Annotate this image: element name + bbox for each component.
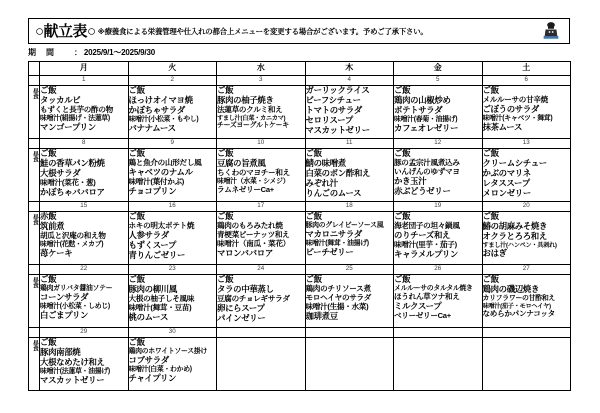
dish-item: すまし汁(白菜・カニカマ) xyxy=(217,114,286,122)
meal-type-label xyxy=(29,86,40,139)
menu-cell-17 xyxy=(217,212,306,265)
meal-type-label-text: 昼食 xyxy=(31,87,38,99)
dish-item: 豚肉の柳川風 xyxy=(128,283,177,294)
dish-item: 豚肉南部焼 xyxy=(40,346,81,357)
dish-item: ご飯 xyxy=(394,148,411,158)
date-cell-11: 11 xyxy=(305,139,394,149)
title-disclaimer-note: ※療養食による栄養管理や仕入れの都合上メニューを変更する場合がございます。予めご了承下さい。 xyxy=(97,26,428,36)
chef-clipart-icon xyxy=(541,21,561,42)
meal-type-label-text: 昼食 xyxy=(31,276,38,288)
menu-cell-24 xyxy=(217,275,306,328)
date-row-spacer xyxy=(29,328,40,338)
table-corner-cell xyxy=(29,62,40,76)
dish-item: 鶏肉のホワイトソース掛け xyxy=(128,347,208,355)
dish-item: 桃のムース xyxy=(128,311,169,322)
date-cell-24: 24 xyxy=(217,265,306,275)
date-cell-empty xyxy=(482,328,571,338)
menu-cell-26 xyxy=(394,275,483,328)
dish-item: 鶏肉の磯辺焼き xyxy=(482,283,540,294)
date-cell-5: 5 xyxy=(394,76,483,86)
menu-cell-5 xyxy=(394,86,483,139)
dish-item: 大根なめたけ和え xyxy=(40,356,105,367)
menu-cell-16 xyxy=(128,212,217,265)
dish-item: かき玉汁 xyxy=(394,175,427,186)
meal-type-label-text: 昼食 xyxy=(31,150,38,162)
dish-item: かぶのマリネ xyxy=(482,167,531,178)
menu-cell-6 xyxy=(482,86,571,139)
date-cell-empty xyxy=(305,328,394,338)
dish-item: ピーチゼリー xyxy=(305,247,354,258)
meal-row xyxy=(29,338,571,391)
dish-item: 味噌汁（南瓜・菜花） xyxy=(217,238,290,248)
dish-item: ご飯 xyxy=(305,211,322,221)
title-banner xyxy=(28,18,570,44)
dish-item: 鰆の胡麻みそ焼き xyxy=(482,220,548,231)
date-cell-25: 25 xyxy=(305,265,394,275)
dish-item: 鯖の味噌煮 xyxy=(305,157,346,168)
day-header-0: 月 xyxy=(40,62,129,76)
dish-item: 抹茶ムース xyxy=(482,121,523,132)
dish-item: 赤ぶどうゼリー xyxy=(394,185,451,196)
dish-item: 大根の柚子しそ風味 xyxy=(128,293,195,303)
dish-item: 味噌汁(葉付かぶ) xyxy=(128,176,185,186)
day-header-2: 水 xyxy=(217,62,306,76)
dish-item: ホキの明太ポテト焼 xyxy=(128,220,195,230)
menu-cell-22 xyxy=(40,275,129,328)
meal-type-label xyxy=(29,275,40,328)
dish-item: 味噌汁(キャベツ・舞茸) xyxy=(482,114,553,122)
dish-item: ほっけオイマヨ焼 xyxy=(128,94,193,105)
dish-item: りんごのムース xyxy=(305,187,362,198)
dish-item: 味噌汁(里芋・茄子) xyxy=(394,239,457,249)
dish-item: いんげんのゆずマヨ xyxy=(394,166,460,176)
date-cell-8: 8 xyxy=(40,139,129,149)
date-cell-9: 9 xyxy=(128,139,217,149)
dish-item: 豆腐の旨煮風 xyxy=(217,157,266,168)
dish-item: セロリスープ xyxy=(305,114,353,125)
dish-item: ご飯 xyxy=(482,211,499,221)
date-cell-20: 20 xyxy=(482,202,571,212)
menu-cell-29 xyxy=(40,338,129,391)
dish-item: タラの中華蒸し xyxy=(217,283,274,294)
dish-item: 味噌汁(白菜・わかめ) xyxy=(128,365,192,373)
dish-item: 味噌汁(絹揚げ・法蓮草) xyxy=(40,114,110,122)
menu-cell-27 xyxy=(482,275,571,328)
menu-cell-empty xyxy=(217,338,306,391)
dish-item: 珈琲煮豆 xyxy=(305,310,338,321)
day-header-4: 金 xyxy=(394,62,483,76)
dish-item: 苺ケーキ xyxy=(40,247,73,258)
menu-cell-2 xyxy=(128,86,217,139)
period-value: ： 2025/9/1～2025/9/30 xyxy=(74,48,155,57)
menu-cell-18 xyxy=(305,212,394,265)
date-row xyxy=(29,76,571,86)
menu-cell-9 xyxy=(128,149,217,202)
dish-item: 鮭の香草パン粉焼 xyxy=(40,157,105,168)
menu-cell-empty xyxy=(305,338,394,391)
date-cell-10: 10 xyxy=(217,139,306,149)
dish-item: かぼちゃババロア xyxy=(40,186,105,197)
dish-item: 味噌汁(花麩・メカブ) xyxy=(40,240,104,248)
date-cell-22: 22 xyxy=(40,265,129,275)
menu-cell-23 xyxy=(128,275,217,328)
dish-item: 筑前煮 xyxy=(40,220,65,231)
dish-item: コーンサラダ xyxy=(40,292,89,303)
dish-item: ご飯 xyxy=(128,211,145,221)
dish-item: クリームシチュー xyxy=(482,157,547,168)
dish-item: ごぼうのサラダ xyxy=(482,103,539,114)
dish-item: おはぎ xyxy=(482,248,507,259)
dish-item: バナナムース xyxy=(128,122,176,133)
date-cell-23: 23 xyxy=(128,265,217,275)
menu-cell-25 xyxy=(305,275,394,328)
meal-type-label-text: 昼食 xyxy=(31,213,38,225)
dish-item: ラムネゼリーCa+ xyxy=(217,184,274,194)
day-header-1: 火 xyxy=(128,62,217,76)
dish-item: 味噌汁(生揚・水菜) xyxy=(305,301,369,311)
dish-item: 鶏肉ガリバタ醤油ソテー xyxy=(40,284,113,292)
period-label: 期間 xyxy=(28,48,64,57)
dish-item: マロンババロア xyxy=(217,247,273,258)
date-cell-3: 3 xyxy=(217,76,306,86)
dish-item: マンゴープリン xyxy=(40,121,96,132)
date-cell-15: 15 xyxy=(40,202,129,212)
dish-item: 味噌汁(舞茸・豆苗) xyxy=(128,302,192,312)
menu-cell-13 xyxy=(482,149,571,202)
dish-item: 人参サラダ xyxy=(128,229,169,240)
dish-item: 鶏肉のもろみたれ焼 xyxy=(217,220,283,230)
dish-item: 卵にらスープ xyxy=(217,302,265,313)
dish-item: タッカルビ xyxy=(40,94,81,105)
date-cell-27: 27 xyxy=(482,265,571,275)
dish-item: パインゼリー xyxy=(217,312,266,323)
date-cell-29: 29 xyxy=(40,328,129,338)
dish-item: 鶏肉の山椒炒め xyxy=(394,94,451,105)
menu-cell-empty xyxy=(482,338,571,391)
date-cell-empty xyxy=(217,328,306,338)
dish-item: チョコプリン xyxy=(128,185,177,196)
dish-item: 胡瓜と沢庵の和え物 xyxy=(40,230,106,240)
dish-item: ご飯 xyxy=(305,148,322,158)
date-row xyxy=(29,139,571,149)
dish-item: 大根サラダ xyxy=(40,167,81,178)
meal-row xyxy=(29,149,571,202)
dish-item: オクラとろろ和え xyxy=(482,230,547,241)
dish-item: 赤飯 xyxy=(40,211,57,221)
dish-item: 鶏と魚介の山形だし風 xyxy=(128,157,202,167)
menu-cell-empty xyxy=(394,338,483,391)
dish-item: マスカットゼリー xyxy=(40,374,105,385)
dish-item: ポテトサラダ xyxy=(394,104,443,115)
day-header-3: 木 xyxy=(305,62,394,76)
dish-item: ご飯 xyxy=(128,274,145,284)
menu-cell-4 xyxy=(305,86,394,139)
dish-item: 味噌汁(法蓮草・油揚げ) xyxy=(40,367,110,375)
period-line xyxy=(28,45,570,60)
dish-item: 味噌汁(春菊・油揚げ) xyxy=(394,115,458,123)
date-cell-13: 13 xyxy=(482,139,571,149)
date-cell-30: 30 xyxy=(128,328,217,338)
dish-item: 豚肉のグレイビーソース風 xyxy=(305,221,384,229)
dish-item: マカロニサラダ xyxy=(305,229,362,240)
dish-item: ご飯 xyxy=(40,85,57,95)
dish-item: 豚の孟宗汁風煮込み xyxy=(394,157,460,167)
dish-item: 法蓮草のクルミ和え xyxy=(217,104,283,114)
dish-item: ガーリックライス xyxy=(305,85,370,95)
day-header-row xyxy=(29,62,571,76)
dish-item: キャラメルプリン xyxy=(394,248,459,259)
date-row-spacer xyxy=(29,139,40,149)
menu-cell-11 xyxy=(305,149,394,202)
dish-item: ほうれん草ツナ和え xyxy=(394,292,460,302)
dish-item: ビーフシチュー xyxy=(305,94,361,105)
date-cell-26: 26 xyxy=(394,265,483,275)
meal-type-label xyxy=(29,212,40,265)
dish-item: ご飯 xyxy=(305,274,322,284)
dish-item: 海老団子の坦々鍋風 xyxy=(394,220,460,230)
dish-item: ご飯 xyxy=(128,337,145,347)
dish-item: すまし汁(ハンペン・具剥れ) xyxy=(482,241,557,249)
dish-item: ご飯 xyxy=(482,148,499,158)
dish-item: チャイプリン xyxy=(128,373,177,384)
dish-item: ご飯 xyxy=(217,85,234,95)
dish-item: 鶏肉のチリソース煮 xyxy=(305,283,371,293)
dish-item: 白菜のポン酢和え xyxy=(305,167,371,178)
date-row xyxy=(29,265,571,275)
menu-cell-20 xyxy=(482,212,571,265)
day-header-5: 土 xyxy=(482,62,571,76)
meal-row xyxy=(29,275,571,328)
menu-table xyxy=(28,61,571,391)
date-cell-1: 1 xyxy=(40,76,129,86)
dish-item: カフェオレゼリー xyxy=(394,122,459,133)
date-cell-2: 2 xyxy=(128,76,217,86)
dish-item: レタススープ xyxy=(482,177,530,188)
dish-item: メルルーサの甘辛焼 xyxy=(482,94,548,104)
date-row xyxy=(29,202,571,212)
dish-item: モロヘイヤのサラダ xyxy=(305,292,372,302)
meal-row xyxy=(29,86,571,139)
dish-item: もずくと長芋の酢の物 xyxy=(40,104,113,114)
meal-row xyxy=(29,212,571,265)
menu-cell-15 xyxy=(40,212,129,265)
menu-cell-19 xyxy=(394,212,483,265)
dish-item: かぼちゃサラダ xyxy=(128,104,185,115)
date-row-spacer xyxy=(29,76,40,86)
menu-cell-30 xyxy=(128,338,217,391)
dish-item: 青梗菜ピーナッツ和え xyxy=(217,229,290,239)
dish-item: ご飯 xyxy=(128,85,145,95)
dish-item: もずくスープ xyxy=(128,239,177,250)
date-cell-4: 4 xyxy=(305,76,394,86)
date-row-spacer xyxy=(29,265,40,275)
meal-type-label xyxy=(29,149,40,202)
date-cell-empty xyxy=(394,328,483,338)
dish-item: ご飯 xyxy=(40,148,57,158)
dish-item: チーズヨーグルトケーキ xyxy=(217,122,289,130)
dish-item: ご飯 xyxy=(217,148,234,158)
meal-type-label xyxy=(29,338,40,391)
dish-item: 白ごまプリン xyxy=(40,310,89,321)
page-title: ○献立表○ xyxy=(35,22,96,40)
dish-item: カリフラワーの甘酢和え xyxy=(482,294,555,302)
menu-cell-12 xyxy=(394,149,483,202)
dish-item: コブサラダ xyxy=(128,355,169,366)
dish-item: 味噌汁(舞茸・油揚げ) xyxy=(305,239,369,247)
dish-item: ご飯 xyxy=(482,85,499,95)
dish-item: トマトのサラダ xyxy=(305,104,362,115)
menu-cell-10 xyxy=(217,149,306,202)
date-cell-19: 19 xyxy=(394,202,483,212)
date-cell-18: 18 xyxy=(305,202,394,212)
dish-item: 味噌汁(小松菜・もやし) xyxy=(128,115,199,123)
dish-item: のりチーズ和え xyxy=(394,229,451,240)
dish-item: 豆腐のチョレギサラダ xyxy=(217,293,290,303)
menu-cell-1 xyxy=(40,86,129,139)
dish-item: ご飯 xyxy=(40,337,57,347)
dish-item: ご飯 xyxy=(394,274,411,284)
dish-item: 味噌汁(小松菜・しめじ) xyxy=(40,302,110,310)
dish-item: ご飯 xyxy=(217,274,234,284)
dish-item: 豚肉の柚子焼き xyxy=(217,94,274,105)
dish-item: マスカットゼリー xyxy=(305,124,370,135)
date-row-spacer xyxy=(29,202,40,212)
dish-item: なめらかパンナコッタ xyxy=(482,309,555,319)
menu-cell-3 xyxy=(217,86,306,139)
dish-item: ご飯 xyxy=(40,274,57,284)
dish-item: ご飯 xyxy=(394,211,411,221)
dish-item: みぞれ汁 xyxy=(305,177,338,188)
meal-type-label-text: 昼食 xyxy=(31,339,38,351)
dish-item: 味噌汁（水菜・シメジ） xyxy=(217,177,290,185)
dish-item: ベリーゼリーCa+ xyxy=(394,310,451,320)
dish-item: ご飯 xyxy=(128,148,145,158)
dish-item: メロンゼリー xyxy=(482,187,531,198)
menu-cell-8 xyxy=(40,149,129,202)
dish-item: 味噌汁(菜花・葱) xyxy=(40,177,96,187)
date-row xyxy=(29,328,571,338)
dish-item: ミルクスープ xyxy=(394,301,442,311)
dish-item: ご飯 xyxy=(394,85,411,95)
date-cell-12: 12 xyxy=(394,139,483,149)
dish-item: 青りんごゼリー xyxy=(128,249,186,260)
dish-item: ちくわのマヨチー和え xyxy=(217,167,290,177)
dish-item: キャベツのナムル xyxy=(128,166,193,177)
date-cell-17: 17 xyxy=(217,202,306,212)
dish-item: 味噌汁(茄子・モロヘイヤ) xyxy=(482,302,551,310)
dish-item: メルルーサのタルタル焼き xyxy=(394,284,473,292)
dish-item: ご飯 xyxy=(217,211,234,221)
date-cell-6: 6 xyxy=(482,76,571,86)
date-cell-16: 16 xyxy=(128,202,217,212)
dish-item: ご飯 xyxy=(482,274,499,284)
